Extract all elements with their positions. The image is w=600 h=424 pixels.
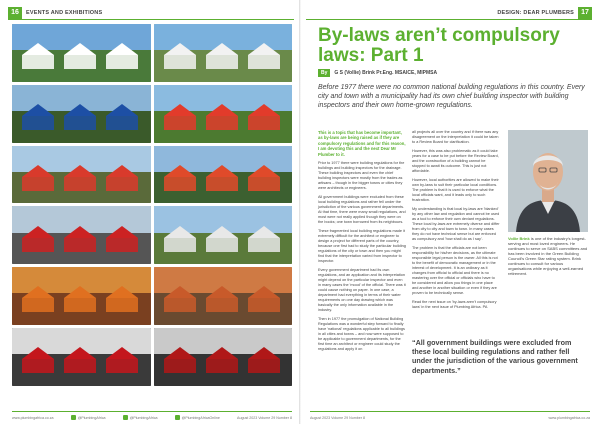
right-page-footer [310, 416, 590, 420]
photo-red-banner-stand [12, 328, 151, 386]
paragraph: all projects all over the country and if there was any disagreement on the interpretation it could be taken to a Review Board for clarification. [412, 130, 499, 144]
photo-exhibition-tents-2 [154, 24, 293, 82]
article-title: By-laws aren’t compulsory laws: Part 1 [318, 25, 560, 66]
article-column-2 [412, 130, 500, 314]
paragraph: My understanding is that local by-laws are 'blanked' by any other law and regulation and cannot be used as a tool to enforce their own deviant regulations. These local by-laws are extremely diverse and differ from city to city and town to town. In many cases they do not have technical sense but are enforced as compulsory and 'how shall do as I say'. [412, 207, 500, 241]
photo-exhibitors-booth [154, 328, 293, 386]
footer-website-left[interactable]: www.plumbingafrica.co.za [12, 415, 54, 420]
paragraph: However, this was also problematic as it could take years for a case to be put before the Review Board, and the construction of a building cannot be stopped to await its outcome. This is just not affordable. [412, 149, 499, 173]
header-rule-right [306, 19, 592, 20]
photo-stand-blue-banners [12, 85, 151, 143]
footer-issue-left: August 2023 Volume 29 Number 8 [237, 415, 292, 420]
page-number-right: 17 [578, 7, 592, 19]
photo-exhibition-tents-1 [12, 24, 151, 82]
page-spine [299, 0, 301, 424]
twitter-icon [123, 415, 128, 420]
article-column-1 [318, 130, 406, 356]
footer-website-right[interactable]: www.plumbingafrica.co.za [548, 416, 590, 420]
paragraph: However, local authorities are allowed to make their own by-laws to suit their particular local conditions. The problem is that it is used to enforce what the local officials want, and it leads only to such frustration. [412, 178, 499, 202]
paragraph: Read the next issue on 'by-laws aren’t compulsory laws' in the next issue of Plumbing Africa. PA [412, 300, 497, 309]
photo-tent-crowd [154, 146, 293, 204]
byline-badge: By [318, 69, 330, 77]
header-rule-left [8, 19, 294, 20]
social-linkedin[interactable]: @PlumbingAfricaOnline [175, 415, 220, 420]
social-twitter[interactable]: @PlumbingAfrica [123, 415, 158, 420]
paragraph: Every government department had its own regulations, and an application and its interpretation might depend on the particular inspector and even in many cases the 'mood' of the official. There was it could cause nothing on paper. In one case, a department had everything in terms of their water requirements on one day drawing which was basically the only information available in the industry. [318, 268, 406, 313]
paragraph: Then in 1977 the promulgation of National Building Regulations was a wonderful step forward to finally have 'national' regulations applicable to all buildings in all cities and towns – and now were supposed to be applicable to government departments, for the first time an architect or engineer could study the regulations and apply it on [318, 317, 405, 352]
photo-expo-booth-people [12, 146, 151, 204]
photo-grid [12, 24, 292, 386]
author-caption [508, 236, 588, 276]
section-title-left: EVENTS AND EXHIBITIONS [26, 9, 103, 16]
paragraph: This is a topic that has become important, as by-laws are being raised as if they are compulsory regulations and for this reason, I am devoting this and the next Dear Mr Plumber to it. [318, 130, 406, 157]
caption-name: Vollie Brink [508, 236, 530, 241]
social-facebook[interactable]: @PlumbingAfrica [71, 415, 106, 420]
facebook-icon [71, 415, 76, 420]
page-number-left: 16 [8, 7, 22, 19]
author-name: G S (Vollie) Brink Pr.Eng. MSAICE, MIPMSA [334, 70, 438, 76]
caption-text: is one of the industry's longest-serving and most loved engineers. He continues to serve on SABS committees and has been involved in the Green Building Council's Green Star rating system. Brink continues to consult for various organisations while enjoying a well-earned retirement. [508, 236, 588, 276]
paragraph: These fragmented local building regulations made it extremely difficult for the architect or engineer to design a project for different parts of the country, because one first had to study the particular building regulations of the city or town and then you might find that the interpretation varied from inspector to inspector. [318, 229, 406, 264]
section-title-right: DESIGN: DEAR PLUMBERS [497, 9, 574, 16]
paragraph: The problem is that the officials are not keen responsibility for his/her decisions, as the ultimate responsible legal person is the owner. All this is not to the benefit of democratic management or in the interest of development. It is an ordinary as it changes from official to official and there is no mastering over the official or officials who have to be considered and allow you things in one place and another in another situation or even if they are proven to be technically sense. [412, 246, 498, 295]
left-page-footer [12, 415, 292, 420]
article-intro: Before 1977 there were no common national building regulations in this country. Every city and town with a municipality had its own chief building inspector with building inspectors and their own home-grown regulations. [318, 84, 585, 109]
footer-rule-right [310, 411, 590, 412]
author-portrait [508, 130, 588, 232]
right-page-header [493, 6, 592, 19]
photo-outdoor-stands-trees [154, 85, 293, 143]
footer-issue-right: August 2023 Volume 29 Number 8 [310, 416, 365, 420]
byline [318, 69, 437, 77]
left-page-header [8, 6, 106, 19]
linkedin-icon [175, 415, 180, 420]
paragraph: All government buildings were excluded from these local building regulations and rather fell under the jurisdiction of the various government departments. At that time, there were many small regulations, and most were not really applied though they were on the books; one town borrowed from its neighbours. [318, 195, 406, 225]
photo-red-marquee-display [12, 206, 151, 264]
footer-rule-left [12, 411, 292, 412]
photo-visitors-tent [154, 267, 293, 325]
paragraph: Prior to 1977 there were building regulations for the buildings and building inspectors for the drainage. These building inspectors and even the chief building inspectors were mostly from the trades as artisans – though in the bigger towns or cities they were architects or engineers. [318, 161, 405, 191]
photo-orange-gazebo [12, 267, 151, 325]
pull-quote: “All government buildings were excluded from these local building regulations and rather fell under the jurisdiction of the various government departments.” [412, 338, 578, 375]
photo-showground-stands [154, 206, 293, 264]
